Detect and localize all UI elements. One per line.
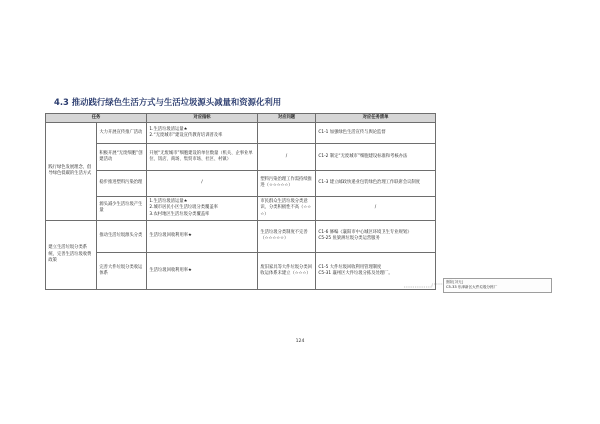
table-row — [46, 220, 436, 252]
task-category: 践行绿色发展理念，倡导绿色低碳的生活方式 — [46, 122, 97, 220]
task-list-line: C1-2 制定“无废城市”细胞建设标准和考核办法 — [318, 153, 408, 159]
table-row — [46, 122, 436, 143]
subtask-cell: 源头减少生活垃圾产生量 — [97, 196, 147, 220]
problem-cell: 废旧家具等大件垃圾分类回收运体系未建立（☆☆☆） — [258, 252, 316, 289]
indicator-line: 生活垃圾回收利用率★ — [149, 233, 192, 239]
table-row — [46, 196, 436, 220]
task-list-line: C1-6 修编《襄阳市中心城区环境卫生专业规划》 — [318, 230, 412, 236]
task-list-line: C5-25 鱼梁洲垃圾分类运营服务 — [318, 236, 380, 242]
subtask-cell: 大力开展宣传推广活动 — [97, 122, 147, 143]
subtask-cell: 稳步推进塑料污染治理 — [97, 170, 147, 196]
table-header-row — [46, 114, 436, 123]
section-title: 4.3 推动践行绿色生活方式与生活垃圾源头减量和资源化利用 — [54, 97, 282, 107]
task-list-cell — [316, 170, 436, 196]
task-list-cell — [316, 196, 436, 220]
indicator-cell — [147, 170, 258, 196]
task-list-line: C1-1 加强绿色生活宣传与舆论监督 — [318, 129, 386, 135]
task-list-line: C1-3 建立邮政快递业包装绿色治理工作联席会议制度 — [318, 180, 421, 186]
subtask-cell: 完善大件垃圾分类收运体系 — [97, 252, 147, 289]
task-list-cell — [316, 122, 436, 143]
problem-cell: 市民群众生活垃圾分类意识、分类积极性不高（☆☆☆） — [258, 196, 316, 220]
task-list-line: / — [374, 205, 377, 211]
indicator-line: / — [201, 180, 203, 186]
indicator-cell — [147, 122, 258, 143]
task-list-cell — [316, 252, 436, 289]
comment-header: 删除[刘光] — [446, 280, 464, 285]
problem-cell — [258, 122, 316, 143]
table-row — [46, 170, 436, 196]
indicator-line: 2.城市居民小区生活垃圾分类覆盖率 — [149, 205, 218, 211]
indicator-line: 1.生活垃圾清运量★ — [149, 126, 188, 132]
indicator-line: 1.生活垃圾清运量★ — [149, 198, 188, 204]
indicator-cell — [147, 220, 258, 252]
indicator-line: 生活垃圾回收利用率★ — [149, 267, 192, 273]
indicator-cell — [147, 143, 258, 170]
task-table — [45, 113, 436, 290]
task-list-line: C5-31 襄州区大件垃圾分拣及处理厂。 — [318, 270, 393, 276]
indicator-line: 2.“无废城市”建设宣传教育培训普及率 — [149, 132, 223, 138]
header-indicator: 对应指标 — [147, 114, 258, 123]
table-row — [46, 143, 436, 170]
comment-text: C5-33 东津新区大件垃圾分拣厂 — [446, 285, 498, 290]
task-category: 建立生活垃圾分类系统，完善生活垃圾收费政策 — [46, 220, 97, 289]
review-comment[interactable] — [443, 278, 552, 293]
indicator-cell — [147, 252, 258, 289]
subtask-cell: 推动生活垃圾源头分类 — [97, 220, 147, 252]
task-list-line: C1-5 大件垃圾回收利用管理制度 — [318, 264, 382, 270]
subtask-cell: 积极开展“无废细胞”创建活动 — [97, 143, 147, 170]
indicator-line: 开展“无废城市”细胞建设的单位数量（机关、企事业单位、饭店、商场、集贸市场、社区、村镇） — [149, 150, 253, 162]
header-task-list: 对应任务清单 — [316, 114, 436, 123]
task-list-cell — [316, 220, 436, 252]
problem-cell: 生活垃圾分类制度不完善（☆☆☆☆☆） — [258, 220, 316, 252]
indicator-cell — [147, 196, 258, 220]
problem-cell: 塑料污染治理工作需持续推进（☆☆☆☆☆） — [258, 170, 316, 196]
header-problem: 对应问题 — [258, 114, 316, 123]
problem-cell: / — [258, 143, 316, 170]
table-row — [46, 252, 436, 289]
indicator-line: 3.农村地区生活垃圾分类覆盖率 — [149, 211, 210, 217]
task-list-cell — [316, 143, 436, 170]
page-number: 124 — [295, 339, 305, 344]
header-task: 任务 — [46, 114, 147, 123]
